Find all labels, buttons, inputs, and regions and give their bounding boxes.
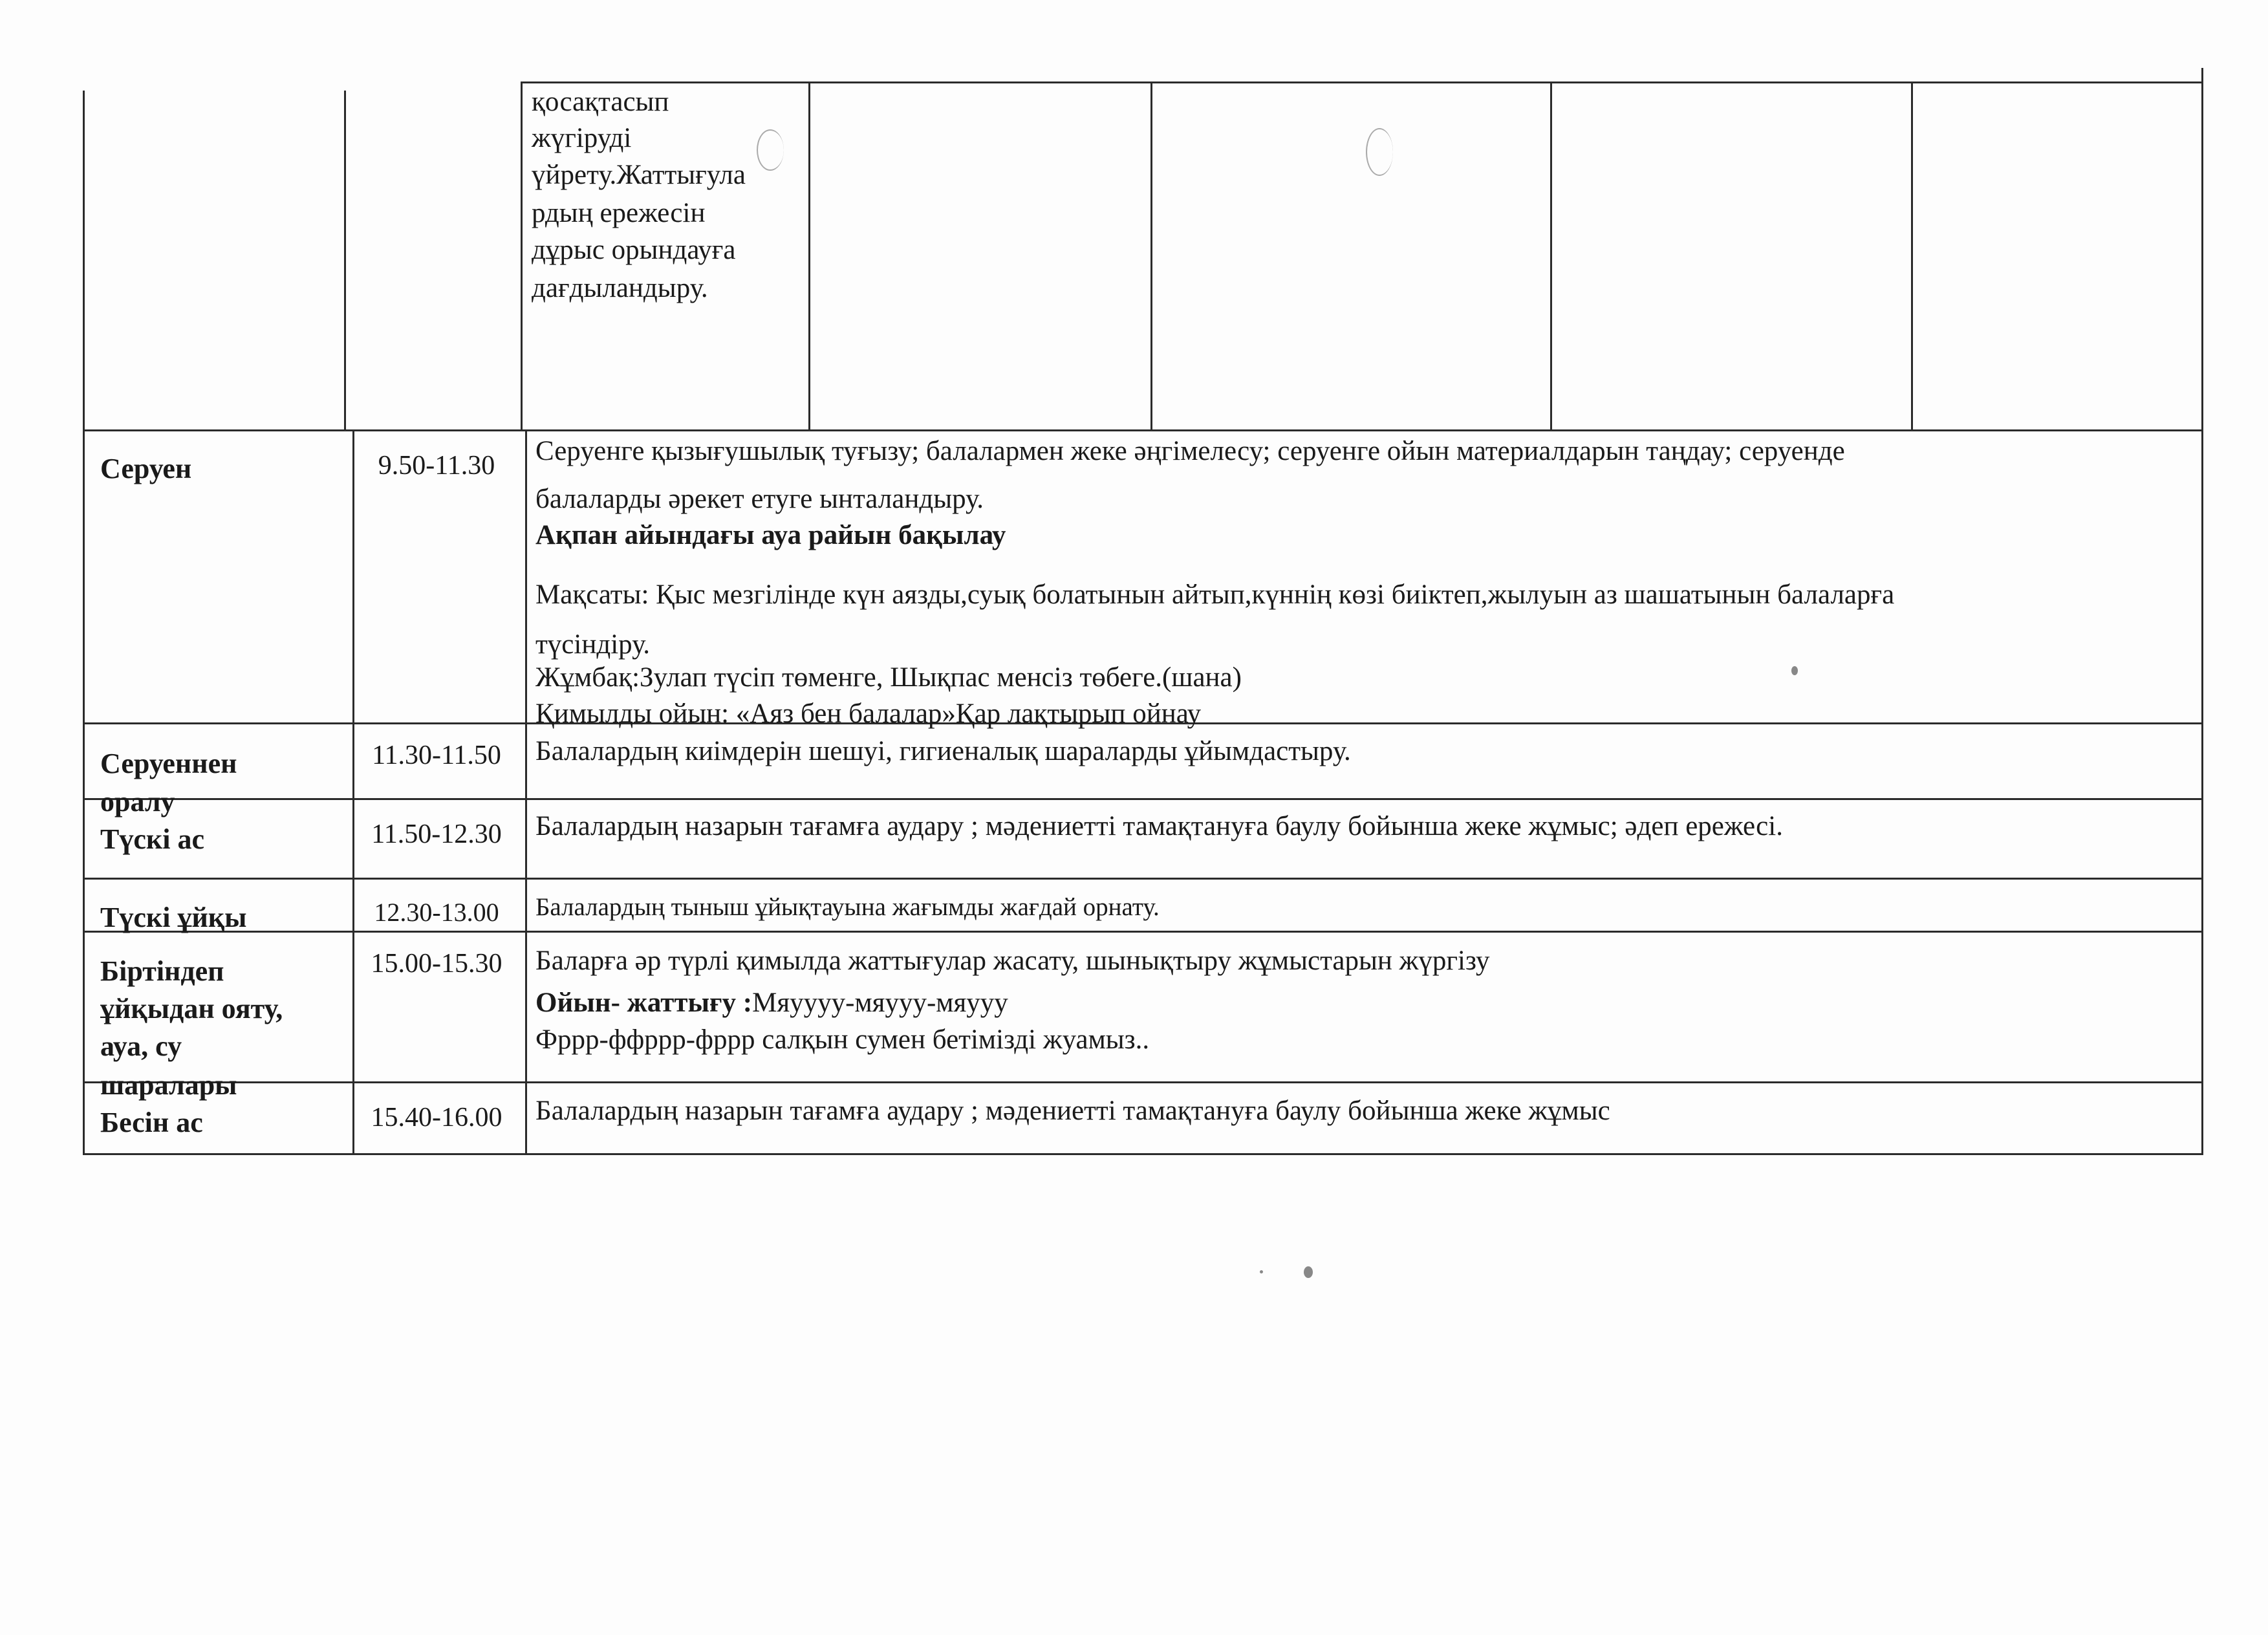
row-label-line: оралу — [100, 786, 175, 817]
row-label: Бесін ас — [100, 1107, 203, 1138]
row-time: 15.00-15.30 — [371, 949, 502, 979]
column-divider-time — [352, 430, 354, 1154]
column-divider-time-top — [344, 91, 346, 430]
exercise-text: Мяуууу-мяууу-мяууу — [752, 988, 1008, 1018]
row-text: Балалардың киімдерін шешуі, гигиеналық шараларды ұйымдастыру. — [535, 736, 1351, 766]
exercise-label: Ойын- жаттығу : — [535, 988, 753, 1018]
row-text-line: Серуенге қызығушылық туғызу; балалармен жеке әңгімелесу; серуенге ойын материалдарын таңдау; серуенде — [535, 436, 1845, 466]
row-label: Серуен — [100, 453, 192, 484]
continuation-line: рдың ережесін — [532, 198, 706, 228]
row-text: Балалардың назарын тағамға аудару ; мәдениетті тамақтануға баулу бойынша жеке жұмыс — [535, 1096, 1610, 1126]
scan-speck — [1304, 1266, 1313, 1278]
row-goal-line: түсіндіру. — [535, 629, 651, 660]
row-time: 11.50-12.30 — [371, 819, 502, 849]
continuation-line: дағдыландыру. — [532, 273, 708, 303]
row-label: Түскі ас — [100, 823, 204, 855]
row-separator — [83, 798, 2203, 800]
row-time: 11.30-11.50 — [372, 741, 501, 770]
row-text-line: Баларға әр түрлі қимылда жаттығулар жасату, шынықтыру жұмыстарын жүргізу — [535, 946, 1490, 976]
column-divider-4 — [1911, 81, 1913, 431]
table-border-right — [2201, 430, 2203, 1154]
column-divider-content-top — [521, 81, 523, 431]
continuation-line: үйрету.Жаттығула — [532, 160, 746, 190]
scan-mark — [1366, 128, 1393, 176]
row-goal-line: Мақсаты: Қыс мезгілінде күн аязды,суық болатынын айтып,күннің көзі биіктеп,жылуын аз шашатынын балаларға — [535, 579, 1895, 610]
row-time: 9.50-11.30 — [378, 451, 495, 481]
column-divider-2 — [1150, 81, 1152, 431]
row-label-line: ұйқыдан ояту, — [100, 993, 283, 1024]
row-label-line: шаралары — [100, 1069, 237, 1101]
row-text-line: балаларды әрекет етуге ынталандыру. — [535, 484, 984, 514]
row-label: Түскі ұйқы — [100, 902, 247, 933]
table-border-top — [521, 81, 2203, 83]
row-separator — [83, 931, 2203, 933]
row-label-line: Серуеннен — [100, 748, 237, 779]
row-text-line: Фррр-ффррр-фррр салқын сумен бетімізді жуамыз.. — [535, 1024, 1150, 1055]
table-border-left — [83, 91, 85, 1155]
column-divider-1 — [808, 81, 810, 431]
row-text: Балалардың тыныш ұйықтауына жағымды жағдай орнату. — [535, 893, 1160, 921]
row-separator — [83, 1081, 2203, 1083]
row-exercise — [535, 985, 1008, 1021]
scan-mark — [757, 129, 784, 171]
row-text: Балалардың назарын тағамға аудару ; мәдениетті тамақтануға баулу бойынша жеке жұмыс; әдеп ережесі. — [535, 811, 1783, 841]
column-divider-3 — [1550, 81, 1552, 431]
row-riddle: Жұмбақ:Зулап түсіп төменге, Шықпас менсіз төбеге.(шана) — [535, 662, 1242, 693]
row-separator — [83, 429, 2203, 431]
continuation-line: жүгіруді — [532, 123, 632, 153]
column-divider-content — [525, 430, 527, 1154]
table-border-right-top — [2201, 68, 2203, 431]
row-game: Қимылды ойын: «Аяз бен балалар»Қар лақтырып ойнау — [535, 698, 1202, 729]
row-separator — [83, 878, 2203, 880]
continuation-line: қосақтасып — [532, 87, 669, 117]
scan-speck — [1791, 666, 1798, 675]
table-border-bottom — [83, 1153, 2203, 1155]
row-label-line: Біртіндеп — [100, 955, 224, 987]
row-label-line: ауа, су — [100, 1030, 182, 1062]
scan-speck — [1260, 1270, 1263, 1273]
row-time: 12.30-13.00 — [374, 898, 499, 927]
continuation-line: дұрыс орындауға — [532, 235, 736, 265]
row-heading: Ақпан айындағы ауа райын бақылау — [535, 520, 1006, 550]
row-time: 15.40-16.00 — [371, 1103, 502, 1132]
